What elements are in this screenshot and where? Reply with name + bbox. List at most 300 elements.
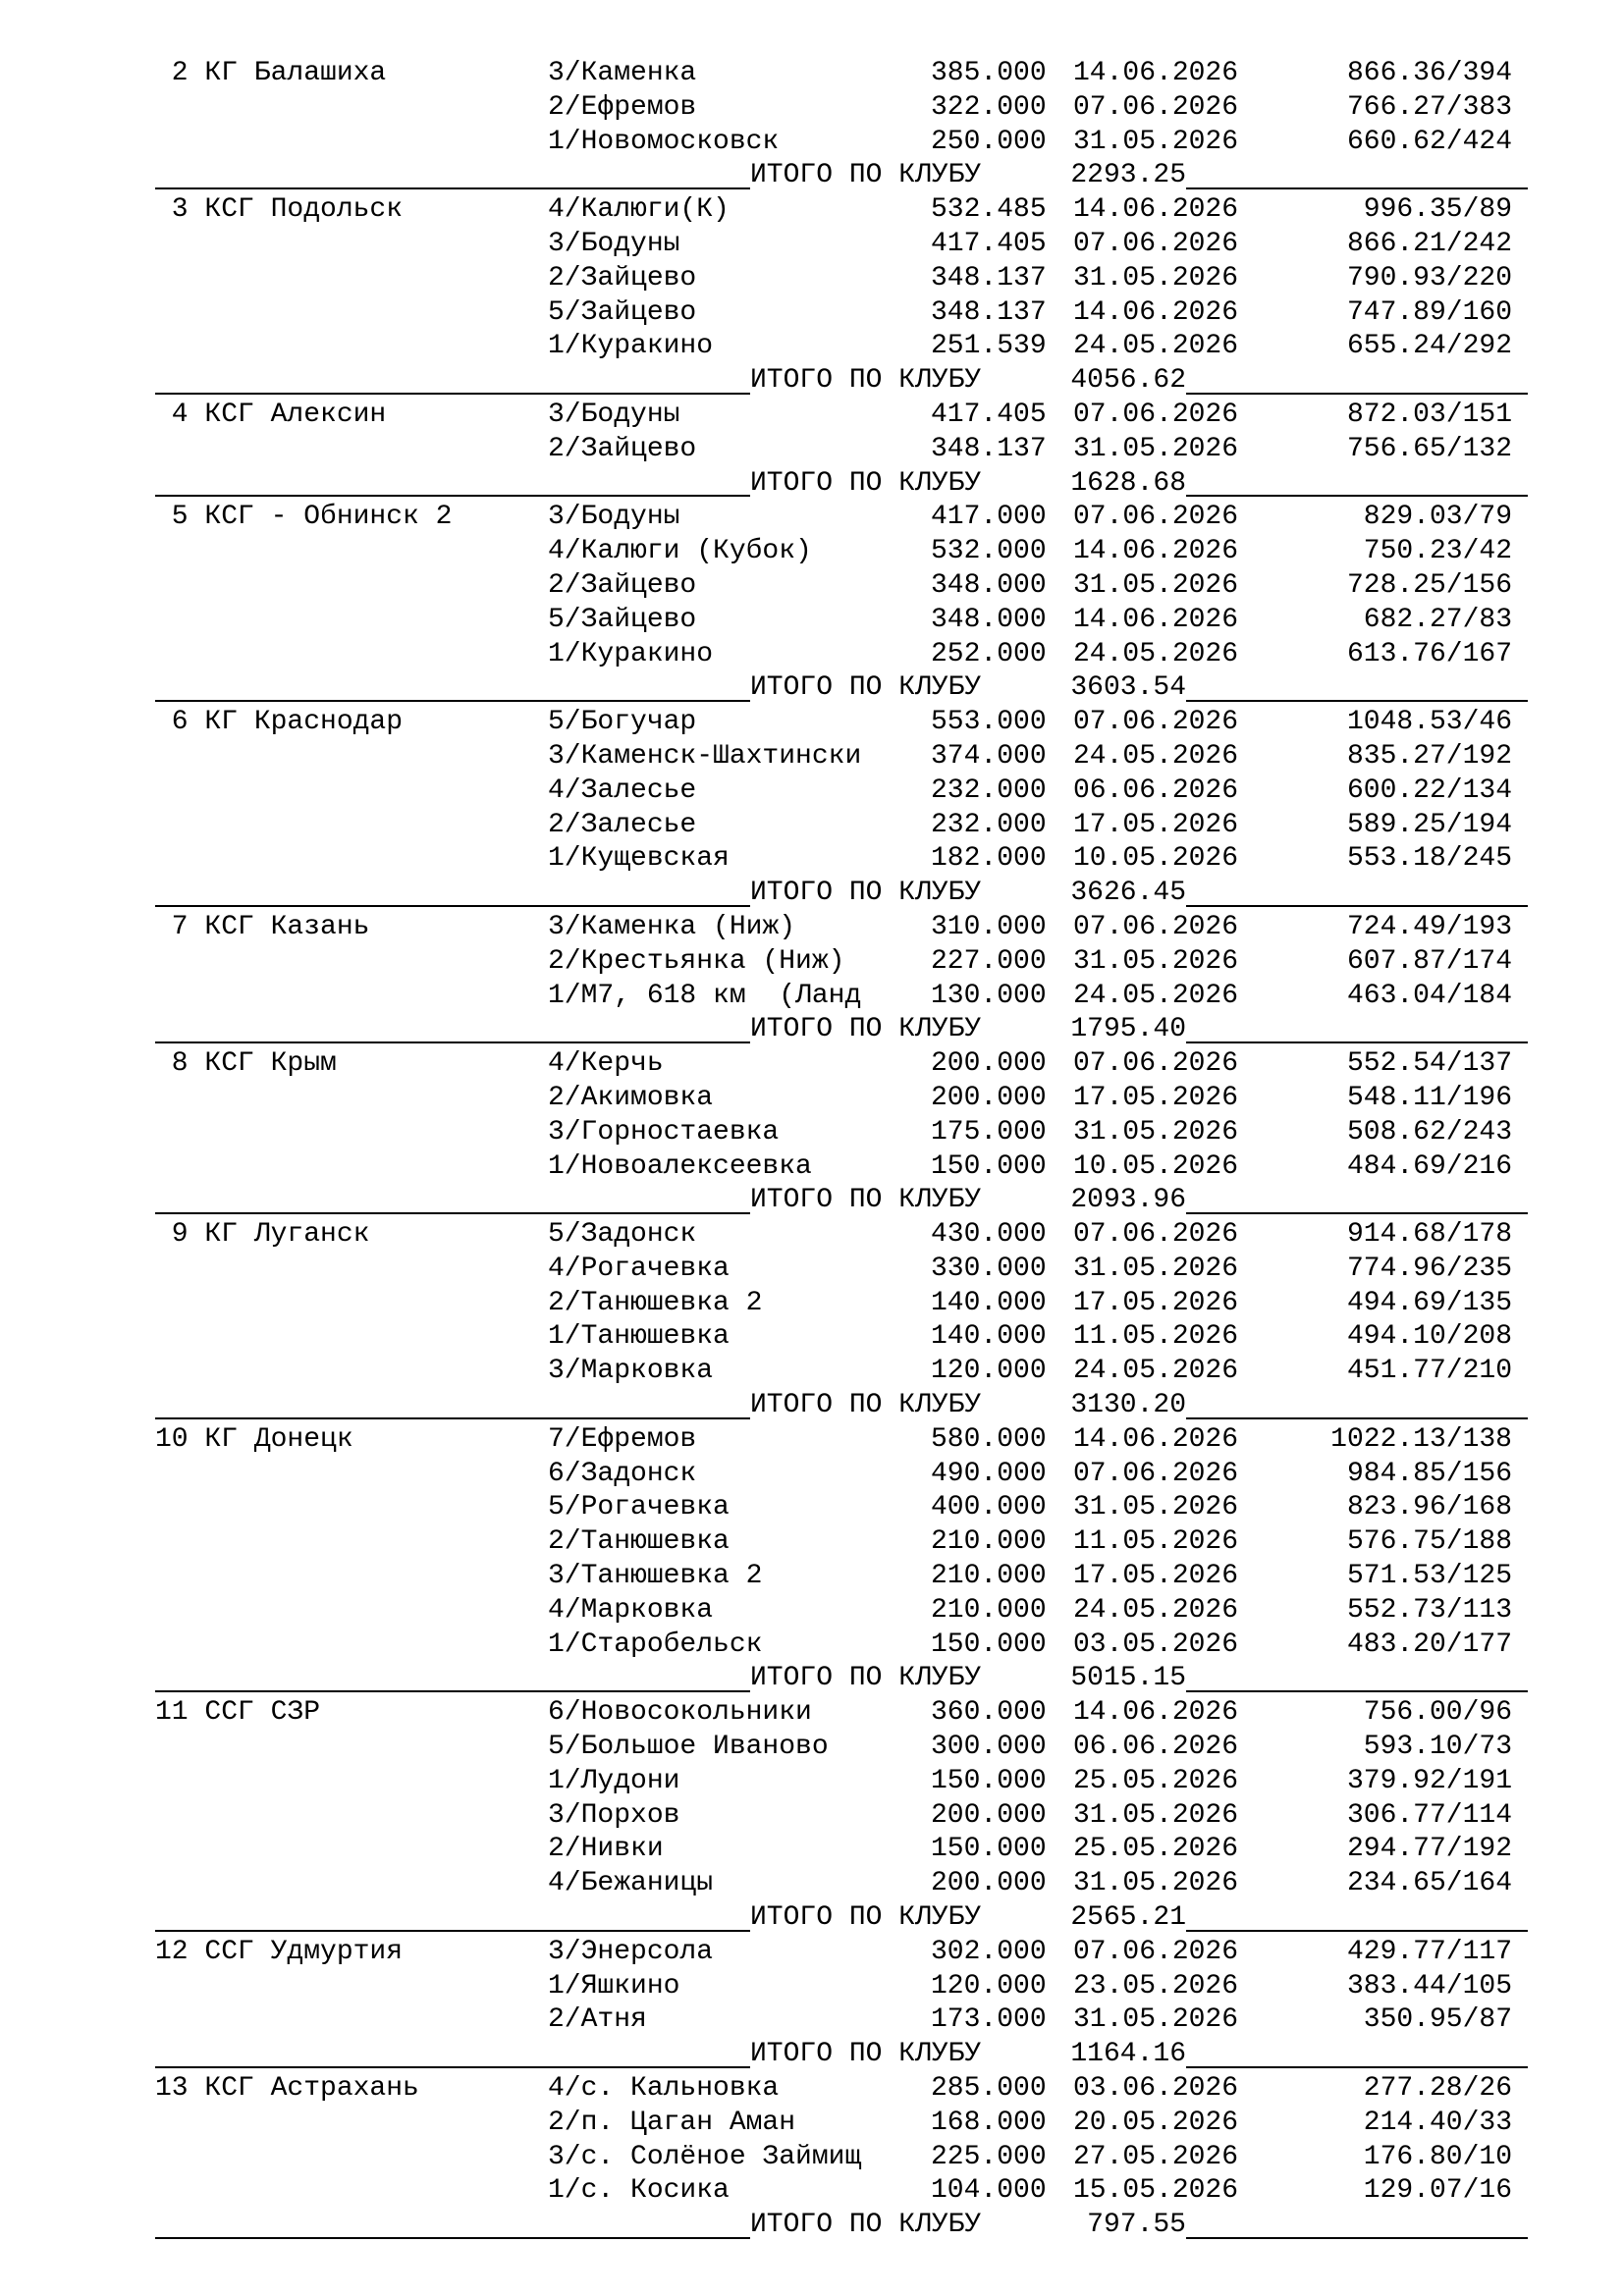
club-block — [155, 1936, 1530, 2072]
race-name: 2/Крестьянка (Ниж) — [548, 945, 845, 977]
race-distance: 200.000 — [931, 1868, 1047, 1899]
race-date: 03.05.2026 — [1073, 1629, 1239, 1660]
race-score: 552.73/113 — [1346, 1594, 1512, 1626]
race-score: 484.69/216 — [1346, 1150, 1512, 1182]
race-date: 11.05.2026 — [1073, 1321, 1239, 1353]
divider-line — [1186, 1690, 1528, 1692]
race-date: 14.06.2026 — [1073, 604, 1239, 635]
club-total-row — [155, 159, 1530, 193]
club-total-value: 3603.54 — [1070, 672, 1186, 704]
divider-line — [1186, 2066, 1528, 2068]
race-row — [155, 501, 1530, 535]
club-name: 5 КСГ - Обнинск 2 — [155, 502, 453, 533]
race-name: 5/Рогачевка — [548, 1492, 730, 1523]
race-distance: 175.000 — [931, 1116, 1047, 1148]
total-label: ИТОГО ПО КЛУБУ — [750, 878, 982, 909]
club-block — [155, 399, 1530, 501]
race-name: 2/Акимовка — [548, 1082, 714, 1113]
race-name: 1/Новомосковск — [548, 126, 780, 157]
race-distance: 310.000 — [931, 911, 1047, 942]
race-date: 17.05.2026 — [1073, 1561, 1239, 1592]
race-date: 07.06.2026 — [1073, 707, 1239, 738]
race-name: 6/Задонск — [548, 1458, 697, 1489]
race-row — [155, 1491, 1530, 1525]
club-total-row — [155, 364, 1530, 399]
race-name: 5/Богучар — [548, 707, 697, 738]
race-date: 31.05.2026 — [1073, 126, 1239, 157]
race-row — [155, 330, 1530, 364]
race-name: 2/Залесье — [548, 809, 697, 840]
divider-line — [1186, 393, 1528, 395]
race-name: 5/Зайцево — [548, 604, 697, 635]
club-name: 4 КСГ Алексин — [155, 399, 387, 430]
race-score: 494.69/135 — [1346, 1287, 1512, 1318]
race-date: 10.05.2026 — [1073, 843, 1239, 875]
race-name: 1/М7, 618 км (Ланд — [548, 980, 862, 1011]
race-name: 1/Старобельск — [548, 1629, 763, 1660]
race-distance: 385.000 — [931, 58, 1047, 88]
race-date: 14.06.2026 — [1073, 58, 1239, 88]
race-date: 14.06.2026 — [1073, 1697, 1239, 1729]
race-row — [155, 2003, 1530, 2038]
race-score: 571.53/125 — [1346, 1561, 1512, 1592]
race-date: 06.06.2026 — [1073, 1732, 1239, 1763]
race-name: 1/Кущевская — [548, 843, 730, 875]
race-date: 10.05.2026 — [1073, 1150, 1239, 1182]
race-date: 24.05.2026 — [1073, 740, 1239, 772]
divider-line — [1186, 495, 1528, 497]
club-total-value: 3130.20 — [1070, 1390, 1186, 1421]
race-row — [155, 911, 1530, 945]
race-row — [155, 535, 1530, 569]
race-date: 07.06.2026 — [1073, 91, 1239, 123]
race-score: 383.44/105 — [1346, 1970, 1512, 2002]
divider-line — [155, 393, 750, 395]
race-row — [155, 126, 1530, 160]
divider-line — [155, 187, 750, 189]
race-date: 17.05.2026 — [1073, 1287, 1239, 1318]
race-row — [155, 91, 1530, 126]
race-name: 2/Зайцево — [548, 569, 697, 601]
race-date: 24.05.2026 — [1073, 1594, 1239, 1626]
race-score: 463.04/184 — [1346, 980, 1512, 1011]
race-name: 4/Марковка — [548, 1594, 714, 1626]
race-name: 4/Керчь — [548, 1048, 664, 1080]
race-date: 07.06.2026 — [1073, 1458, 1239, 1489]
club-block — [155, 1423, 1530, 1696]
club-name: 3 КСГ Подольск — [155, 194, 404, 226]
divider-line — [155, 1041, 750, 1043]
race-row — [155, 980, 1530, 1014]
race-score: 176.80/10 — [1363, 2141, 1512, 2172]
race-score: 1022.13/138 — [1330, 1423, 1512, 1455]
divider-line — [1186, 1417, 1528, 1419]
race-score: 277.28/26 — [1363, 2073, 1512, 2105]
race-name: 1/Лудони — [548, 1765, 680, 1796]
divider-line — [1186, 187, 1528, 189]
total-label: ИТОГО ПО КЛУБУ — [750, 365, 982, 397]
race-date: 14.06.2026 — [1073, 194, 1239, 226]
race-score: 756.00/96 — [1363, 1697, 1512, 1729]
race-distance: 120.000 — [931, 1356, 1047, 1387]
race-score: 835.27/192 — [1346, 740, 1512, 772]
race-name: 2/Атня — [548, 2004, 647, 2036]
divider-line — [1186, 1212, 1528, 1214]
race-date: 07.06.2026 — [1073, 1048, 1239, 1080]
total-label: ИТОГО ПО КЛУБУ — [750, 672, 982, 704]
club-total-value: 1164.16 — [1070, 2039, 1186, 2070]
race-distance: 227.000 — [931, 945, 1047, 977]
race-date: 24.05.2026 — [1073, 331, 1239, 362]
divider-line — [1186, 1930, 1528, 1932]
club-total-value: 3626.45 — [1070, 878, 1186, 909]
race-distance: 182.000 — [931, 843, 1047, 875]
race-name: 2/Зайцево — [548, 262, 697, 294]
race-distance: 150.000 — [931, 1834, 1047, 1865]
race-name: 3/Бодуны — [548, 502, 680, 533]
race-row — [155, 1458, 1530, 1492]
race-name: 6/Новосокольники — [548, 1697, 812, 1729]
race-date: 24.05.2026 — [1073, 980, 1239, 1011]
race-distance: 130.000 — [931, 980, 1047, 1011]
race-date: 15.05.2026 — [1073, 2175, 1239, 2207]
race-score: 451.77/210 — [1346, 1356, 1512, 1387]
race-distance: 580.000 — [931, 1423, 1047, 1455]
race-row — [155, 1320, 1530, 1355]
race-row — [155, 228, 1530, 262]
race-row — [155, 2141, 1530, 2175]
race-distance: 200.000 — [931, 1799, 1047, 1831]
race-distance: 417.405 — [931, 228, 1047, 259]
race-score: 613.76/167 — [1346, 638, 1512, 669]
race-name: 2/Зайцево — [548, 433, 697, 464]
race-score: 996.35/89 — [1363, 194, 1512, 226]
race-name: 2/Ефремов — [548, 91, 697, 123]
race-date: 24.05.2026 — [1073, 1356, 1239, 1387]
race-name: 1/Новоалексеевка — [548, 1150, 812, 1182]
race-score: 576.75/188 — [1346, 1526, 1512, 1558]
race-row — [155, 706, 1530, 740]
race-score: 494.10/208 — [1346, 1321, 1512, 1353]
race-row — [155, 1560, 1530, 1594]
race-date: 11.05.2026 — [1073, 1526, 1239, 1558]
race-date: 31.05.2026 — [1073, 433, 1239, 464]
divider-line — [155, 905, 750, 907]
race-row — [155, 1765, 1530, 1799]
club-total-row — [155, 877, 1530, 911]
race-distance: 400.000 — [931, 1492, 1047, 1523]
race-distance: 348.000 — [931, 604, 1047, 635]
club-total-value: 5015.15 — [1070, 1663, 1186, 1694]
race-distance: 140.000 — [931, 1287, 1047, 1318]
race-score: 429.77/117 — [1346, 1936, 1512, 1967]
race-date: 07.06.2026 — [1073, 911, 1239, 942]
race-row — [155, 774, 1530, 809]
race-row — [155, 193, 1530, 228]
club-total-row — [155, 671, 1530, 706]
race-distance: 302.000 — [931, 1936, 1047, 1967]
race-row — [155, 1731, 1530, 1765]
race-score: 294.77/192 — [1346, 1834, 1512, 1865]
race-name: 3/Энерсола — [548, 1936, 714, 1967]
club-total-row — [155, 1901, 1530, 1936]
race-row — [155, 1116, 1530, 1150]
race-score: 548.11/196 — [1346, 1082, 1512, 1113]
race-distance: 417.000 — [931, 502, 1047, 533]
race-date: 06.06.2026 — [1073, 774, 1239, 806]
race-row — [155, 638, 1530, 672]
race-row — [155, 2107, 1530, 2141]
race-name: 2/Танюшевка 2 — [548, 1287, 763, 1318]
club-name: 8 КСГ Крым — [155, 1048, 337, 1080]
race-date: 03.06.2026 — [1073, 2073, 1239, 2105]
club-name: 9 КГ Луганск — [155, 1219, 370, 1251]
race-distance: 232.000 — [931, 774, 1047, 806]
total-label: ИТОГО ПО КЛУБУ — [750, 2210, 982, 2241]
race-score: 756.65/132 — [1346, 433, 1512, 464]
total-label: ИТОГО ПО КЛУБУ — [750, 467, 982, 499]
race-date: 23.05.2026 — [1073, 1970, 1239, 2002]
race-name: 1/с. Косика — [548, 2175, 730, 2207]
race-date: 31.05.2026 — [1073, 569, 1239, 601]
race-row — [155, 1082, 1530, 1116]
divider-line — [155, 1417, 750, 1419]
race-date: 31.05.2026 — [1073, 1253, 1239, 1284]
race-row — [155, 1629, 1530, 1663]
race-score: 866.21/242 — [1346, 228, 1512, 259]
club-block — [155, 2072, 1530, 2243]
race-score: 750.23/42 — [1363, 536, 1512, 567]
race-score: 724.49/193 — [1346, 911, 1512, 942]
divider-line — [1186, 1041, 1528, 1043]
race-date: 17.05.2026 — [1073, 809, 1239, 840]
race-distance: 322.000 — [931, 91, 1047, 123]
divider-line — [155, 700, 750, 702]
race-name: 3/Бодуны — [548, 399, 680, 430]
race-distance: 150.000 — [931, 1765, 1047, 1796]
race-date: 07.06.2026 — [1073, 399, 1239, 430]
race-score: 589.25/194 — [1346, 809, 1512, 840]
club-name: 10 КГ Донецк — [155, 1423, 353, 1455]
divider-line — [155, 1930, 750, 1932]
race-score: 682.27/83 — [1363, 604, 1512, 635]
race-score: 872.03/151 — [1346, 399, 1512, 430]
race-name: 2/п. Цаган Аман — [548, 2107, 796, 2138]
race-score: 508.62/243 — [1346, 1116, 1512, 1148]
race-name: 3/Танюшевка 2 — [548, 1561, 763, 1592]
race-date: 07.06.2026 — [1073, 1219, 1239, 1251]
race-row — [155, 57, 1530, 91]
race-row — [155, 1355, 1530, 1389]
club-total-value: 2093.96 — [1070, 1185, 1186, 1216]
race-score: 790.93/220 — [1346, 262, 1512, 294]
club-name: 2 КГ Балашиха — [155, 58, 387, 88]
race-distance: 348.137 — [931, 433, 1047, 464]
total-label: ИТОГО ПО КЛУБУ — [750, 1185, 982, 1216]
race-date: 07.06.2026 — [1073, 228, 1239, 259]
race-score: 766.27/383 — [1346, 91, 1512, 123]
club-name: 11 ССГ СЗР — [155, 1697, 321, 1729]
race-date: 31.05.2026 — [1073, 1116, 1239, 1148]
club-total-row — [155, 467, 1530, 502]
race-distance: 150.000 — [931, 1629, 1047, 1660]
club-total-row — [155, 2038, 1530, 2072]
race-date: 27.05.2026 — [1073, 2141, 1239, 2172]
race-name: 4/Залесье — [548, 774, 697, 806]
race-distance: 232.000 — [931, 809, 1047, 840]
race-row — [155, 1833, 1530, 1867]
club-block — [155, 193, 1530, 399]
divider-line — [1186, 700, 1528, 702]
race-score: 600.22/134 — [1346, 774, 1512, 806]
race-date: 31.05.2026 — [1073, 945, 1239, 977]
club-block — [155, 706, 1530, 911]
race-distance: 553.000 — [931, 707, 1047, 738]
total-label: ИТОГО ПО КЛУБУ — [750, 160, 982, 191]
race-distance: 300.000 — [931, 1732, 1047, 1763]
race-score: 829.03/79 — [1363, 502, 1512, 533]
race-row — [155, 2072, 1530, 2107]
total-label: ИТОГО ПО КЛУБУ — [750, 1390, 982, 1421]
race-score: 552.54/137 — [1346, 1048, 1512, 1080]
race-name: 1/Куракино — [548, 331, 714, 362]
divider-line — [155, 2237, 750, 2239]
race-name: 7/Ефремов — [548, 1423, 697, 1455]
divider-line — [155, 1212, 750, 1214]
race-score: 866.36/394 — [1346, 58, 1512, 88]
race-distance: 348.000 — [931, 569, 1047, 601]
race-distance: 140.000 — [931, 1321, 1047, 1353]
race-name: 5/Зайцево — [548, 296, 697, 328]
race-score: 660.62/424 — [1346, 126, 1512, 157]
race-score: 214.40/33 — [1363, 2107, 1512, 2138]
race-distance: 200.000 — [931, 1082, 1047, 1113]
race-name: 3/Горностаевка — [548, 1116, 780, 1148]
race-distance: 250.000 — [931, 126, 1047, 157]
race-name: 5/Задонск — [548, 1219, 697, 1251]
race-name: 5/Большое Иваново — [548, 1732, 829, 1763]
race-distance: 225.000 — [931, 2141, 1047, 2172]
race-name: 4/Калюги (Кубок) — [548, 536, 812, 567]
race-row — [155, 604, 1530, 638]
race-row — [155, 1936, 1530, 1970]
race-date: 31.05.2026 — [1073, 1799, 1239, 1831]
divider-line — [155, 2066, 750, 2068]
club-total-value: 797.55 — [1087, 2210, 1186, 2241]
race-row — [155, 1594, 1530, 1629]
race-distance: 532.485 — [931, 194, 1047, 226]
race-name: 4/с. Кальновка — [548, 2073, 780, 2105]
club-total-row — [155, 1013, 1530, 1047]
race-distance: 285.000 — [931, 2073, 1047, 2105]
race-distance: 150.000 — [931, 1150, 1047, 1182]
race-date: 31.05.2026 — [1073, 2004, 1239, 2036]
race-date: 24.05.2026 — [1073, 638, 1239, 669]
race-row — [155, 433, 1530, 467]
total-label: ИТОГО ПО КЛУБУ — [750, 2039, 982, 2070]
race-distance: 430.000 — [931, 1219, 1047, 1251]
race-distance: 252.000 — [931, 638, 1047, 669]
race-score: 306.77/114 — [1346, 1799, 1512, 1831]
race-row — [155, 1867, 1530, 1901]
divider-line — [155, 495, 750, 497]
race-score: 774.96/235 — [1346, 1253, 1512, 1284]
race-name: 2/Нивки — [548, 1834, 664, 1865]
divider-line — [1186, 905, 1528, 907]
race-distance: 532.000 — [931, 536, 1047, 567]
race-score: 655.24/292 — [1346, 331, 1512, 362]
total-label: ИТОГО ПО КЛУБУ — [750, 1902, 982, 1934]
race-distance: 374.000 — [931, 740, 1047, 772]
race-score: 234.65/164 — [1346, 1868, 1512, 1899]
race-name: 3/Каменка (Ниж) — [548, 911, 796, 942]
total-label: ИТОГО ПО КЛУБУ — [750, 1663, 982, 1694]
race-row — [155, 842, 1530, 877]
race-name: 4/Калюги(К) — [548, 194, 730, 226]
race-date: 25.05.2026 — [1073, 1834, 1239, 1865]
club-total-value: 1628.68 — [1070, 467, 1186, 499]
race-score: 747.89/160 — [1346, 296, 1512, 328]
club-total-value: 1795.40 — [1070, 1014, 1186, 1045]
race-score: 350.95/87 — [1363, 2004, 1512, 2036]
race-score: 379.92/191 — [1346, 1765, 1512, 1796]
results-report — [155, 57, 1530, 2243]
race-date: 14.06.2026 — [1073, 536, 1239, 567]
race-distance: 330.000 — [931, 1253, 1047, 1284]
race-row — [155, 2174, 1530, 2209]
race-distance: 348.137 — [931, 296, 1047, 328]
race-distance: 200.000 — [931, 1048, 1047, 1080]
race-row — [155, 1696, 1530, 1731]
race-row — [155, 1423, 1530, 1458]
race-name: 4/Бежаницы — [548, 1868, 714, 1899]
race-row — [155, 262, 1530, 296]
club-total-row — [155, 2209, 1530, 2243]
race-distance: 360.000 — [931, 1697, 1047, 1729]
race-name: 1/Куракино — [548, 638, 714, 669]
race-row — [155, 1970, 1530, 2004]
race-score: 593.10/73 — [1363, 1732, 1512, 1763]
race-distance: 173.000 — [931, 2004, 1047, 2036]
race-date: 14.06.2026 — [1073, 296, 1239, 328]
race-name: 4/Рогачевка — [548, 1253, 730, 1284]
race-row — [155, 1047, 1530, 1082]
race-score: 607.87/174 — [1346, 945, 1512, 977]
club-total-row — [155, 1662, 1530, 1696]
race-distance: 120.000 — [931, 1970, 1047, 2002]
divider-line — [1186, 2237, 1528, 2239]
race-row — [155, 1253, 1530, 1287]
club-total-value: 2565.21 — [1070, 1902, 1186, 1934]
race-row — [155, 809, 1530, 843]
race-score: 1048.53/46 — [1346, 707, 1512, 738]
race-distance: 168.000 — [931, 2107, 1047, 2138]
race-date: 17.05.2026 — [1073, 1082, 1239, 1113]
race-distance: 490.000 — [931, 1458, 1047, 1489]
race-row — [155, 1287, 1530, 1321]
club-total-value: 4056.62 — [1070, 365, 1186, 397]
race-name: 3/с. Солёное Займищ — [548, 2141, 862, 2172]
race-name: 2/Танюшевка — [548, 1526, 730, 1558]
race-date: 07.06.2026 — [1073, 1936, 1239, 1967]
race-date: 25.05.2026 — [1073, 1765, 1239, 1796]
club-block — [155, 57, 1530, 193]
club-block — [155, 501, 1530, 706]
divider-line — [155, 1690, 750, 1692]
race-row — [155, 1150, 1530, 1185]
club-block — [155, 1696, 1530, 1936]
club-total-row — [155, 1389, 1530, 1423]
